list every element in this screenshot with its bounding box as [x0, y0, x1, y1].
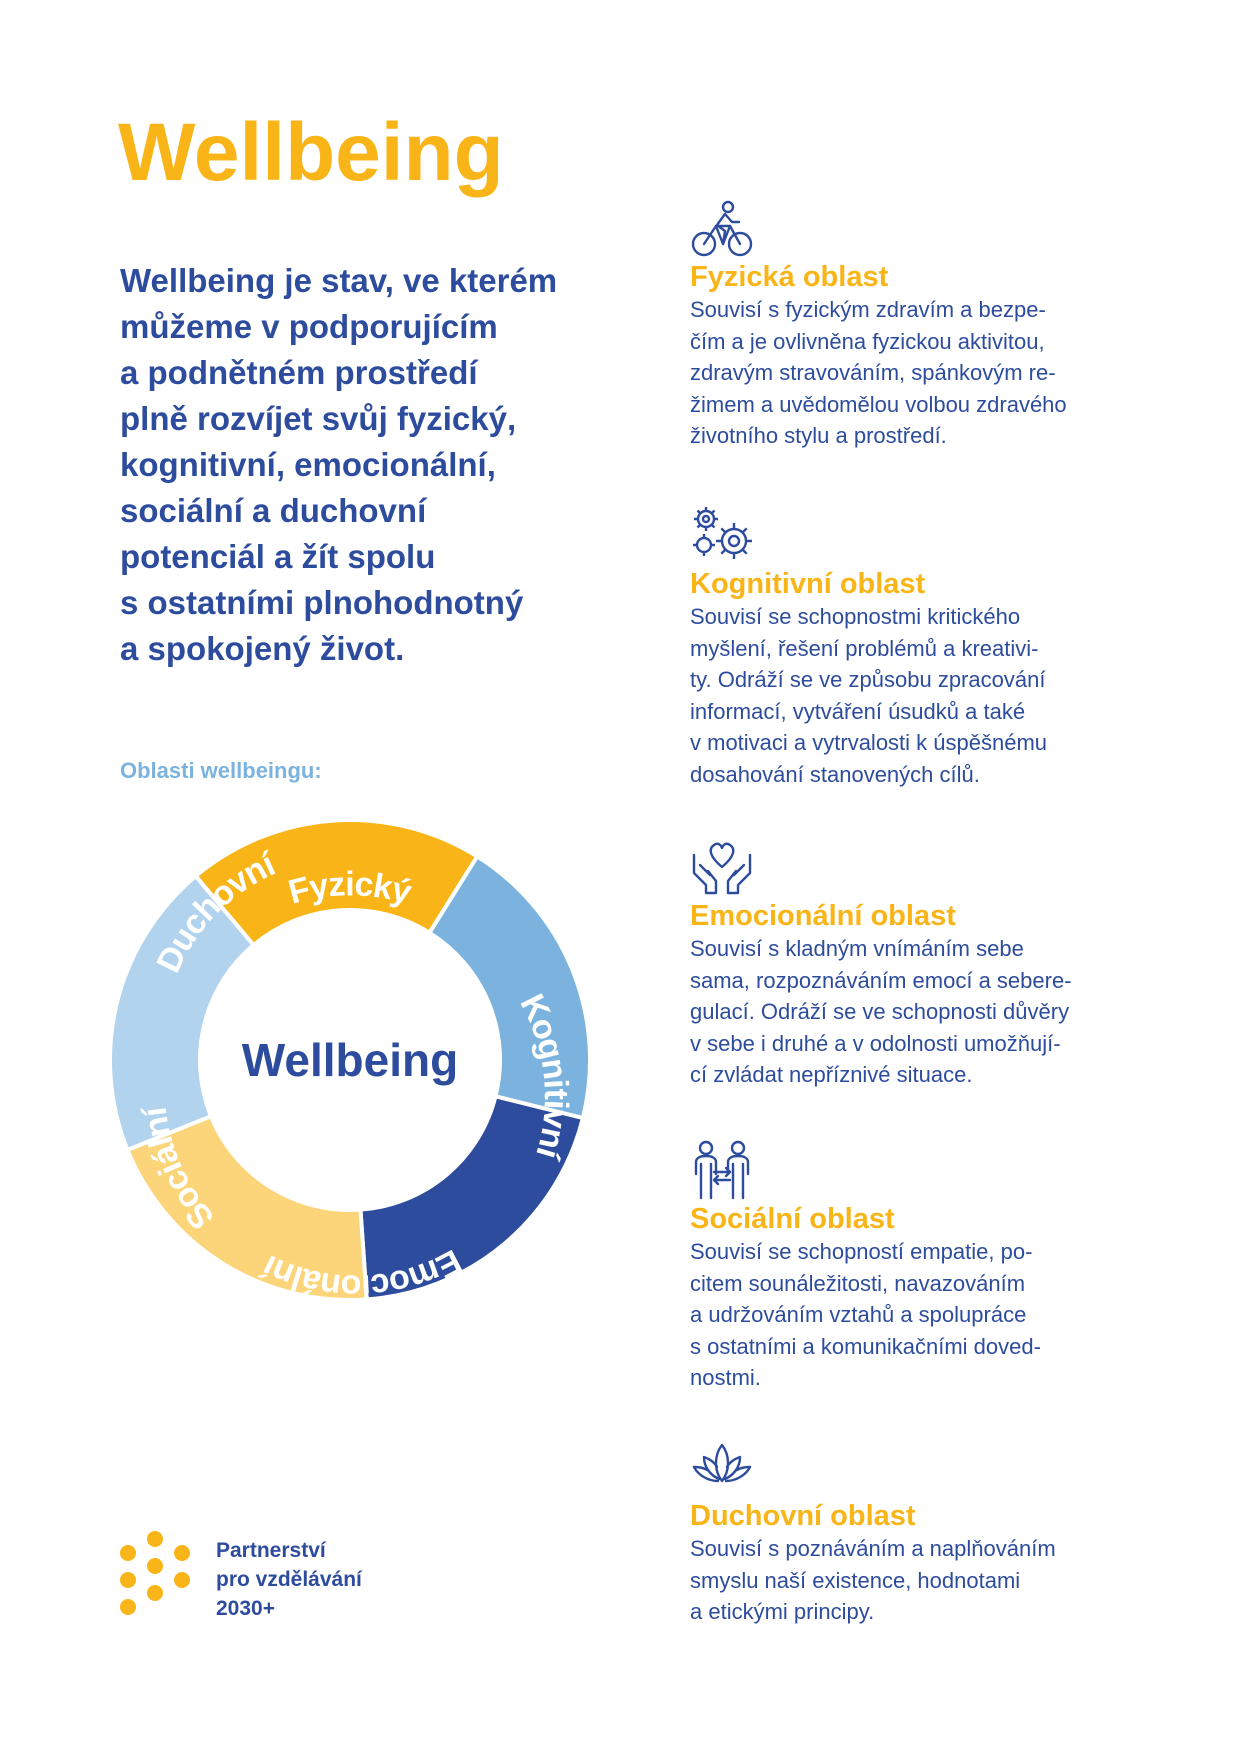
- desc-line: nostmi.: [690, 1365, 761, 1390]
- desc-line: životního stylu a prostředí.: [690, 423, 947, 448]
- desc-line: citem sounáležitosti, navazováním: [690, 1270, 1026, 1296]
- section-description: [690, 294, 1150, 452]
- desc-line: Souvisí s fyzickým zdravím a bezpe-: [690, 297, 1046, 322]
- desc-line: a etickými principy.: [690, 1599, 875, 1624]
- section-socialni: [690, 1140, 1150, 1394]
- section-kognitivni: [690, 505, 1150, 790]
- section-duchovni: [690, 1437, 1150, 1628]
- desc-line: smyslu naší existence, hodnotami: [690, 1567, 1021, 1593]
- desc-line: v motivaci a vytrvalosti k úspěšnému: [690, 730, 1048, 755]
- intro-line: Wellbeing je stav, ve kterém: [120, 262, 558, 299]
- section-fyzicka: [690, 198, 1150, 452]
- people-exchange-icon: [690, 1140, 754, 1202]
- wellbeing-ring-diagram: [110, 820, 590, 1300]
- section-description: [690, 933, 1150, 1091]
- desc-line: informací, vytváření úsudků a také: [690, 698, 1026, 724]
- desc-line: čím a je ovlivněna fyzickou aktivitou,: [690, 328, 1045, 354]
- intro-line: s ostatními plnohodnotný: [120, 584, 524, 621]
- section-heading: Kognitivní oblast: [690, 568, 926, 600]
- desc-line: s ostatními a komunikačními doved-: [690, 1333, 1041, 1359]
- logo-line: 2030+: [216, 1597, 275, 1620]
- logo-line: Partnerství: [216, 1539, 326, 1562]
- intro-line: a spokojený život.: [120, 630, 405, 667]
- desc-line: a udržováním vztahů a spolupráce: [690, 1302, 1027, 1327]
- section-description: [690, 1533, 1150, 1628]
- desc-line: gulací. Odráží se ve schopnosti důvěry: [690, 999, 1070, 1024]
- intro-line: potenciál a žít spolu: [120, 538, 436, 575]
- desc-line: Souvisí se schopnostmi kritického: [690, 604, 1021, 629]
- gears-icon: [690, 505, 754, 567]
- desc-line: ty. Odráží se ve způsobu zpracování: [690, 667, 1046, 692]
- ring-label-text: Sociální: [135, 1105, 222, 1237]
- intro-line: kognitivní, emocionální,: [120, 446, 496, 483]
- areas-label: Oblasti wellbeingu:: [120, 758, 322, 783]
- desc-line: dosahování stanovených cílů.: [690, 761, 980, 787]
- intro-line: můžeme v podporujícím: [120, 308, 498, 345]
- section-heading: Sociální oblast: [690, 1203, 895, 1235]
- page-title: Wellbeing: [118, 107, 504, 198]
- partnerstvi-logo-icon: [118, 1528, 208, 1628]
- logo-text: [216, 1536, 362, 1623]
- section-description: [690, 601, 1150, 790]
- section-heading: Fyzická oblast: [690, 261, 889, 293]
- heart-hands-icon: [690, 837, 754, 899]
- desc-line: zdravým stravováním, spánkovým re-: [690, 360, 1056, 385]
- logo-line: pro vzdělávání: [216, 1568, 362, 1591]
- intro-line: plně rozvíjet svůj fyzický,: [120, 400, 517, 437]
- lotus-icon: [690, 1437, 754, 1499]
- ring-label-text: Emocionální: [256, 1241, 468, 1300]
- desc-line: cí zvládat nepříznivé situace.: [690, 1062, 973, 1087]
- section-description: [690, 1236, 1150, 1394]
- section-heading: Duchovní oblast: [690, 1500, 916, 1532]
- intro-line: a podnětném prostředí: [120, 354, 478, 391]
- ring-label-text: Kognitivní: [512, 988, 576, 1164]
- desc-line: myšlení, řešení problémů a kreativi-: [690, 635, 1039, 661]
- cyclist-icon: [690, 198, 754, 260]
- ring-label-text: Fyzický: [284, 865, 416, 912]
- intro-text: [120, 258, 620, 672]
- section-heading: Emocionální oblast: [690, 900, 956, 932]
- ring-center-label: Wellbeing: [241, 1034, 459, 1086]
- intro-line: sociální a duchovní: [120, 492, 427, 529]
- desc-line: Souvisí se schopností empatie, po-: [690, 1239, 1033, 1264]
- desc-line: žimem a uvědomělou volbou zdravého: [690, 391, 1067, 417]
- desc-line: sama, rozpoznáváním emocí a sebere-: [690, 967, 1072, 993]
- section-emocionalni: [690, 837, 1150, 1091]
- ring-label-text: Duchovní: [149, 845, 281, 979]
- desc-line: v sebe i druhé a v odolnosti umožňují-: [690, 1030, 1061, 1056]
- desc-line: Souvisí s kladným vnímáním sebe: [690, 936, 1024, 961]
- desc-line: Souvisí s poznáváním a naplňováním: [690, 1536, 1056, 1561]
